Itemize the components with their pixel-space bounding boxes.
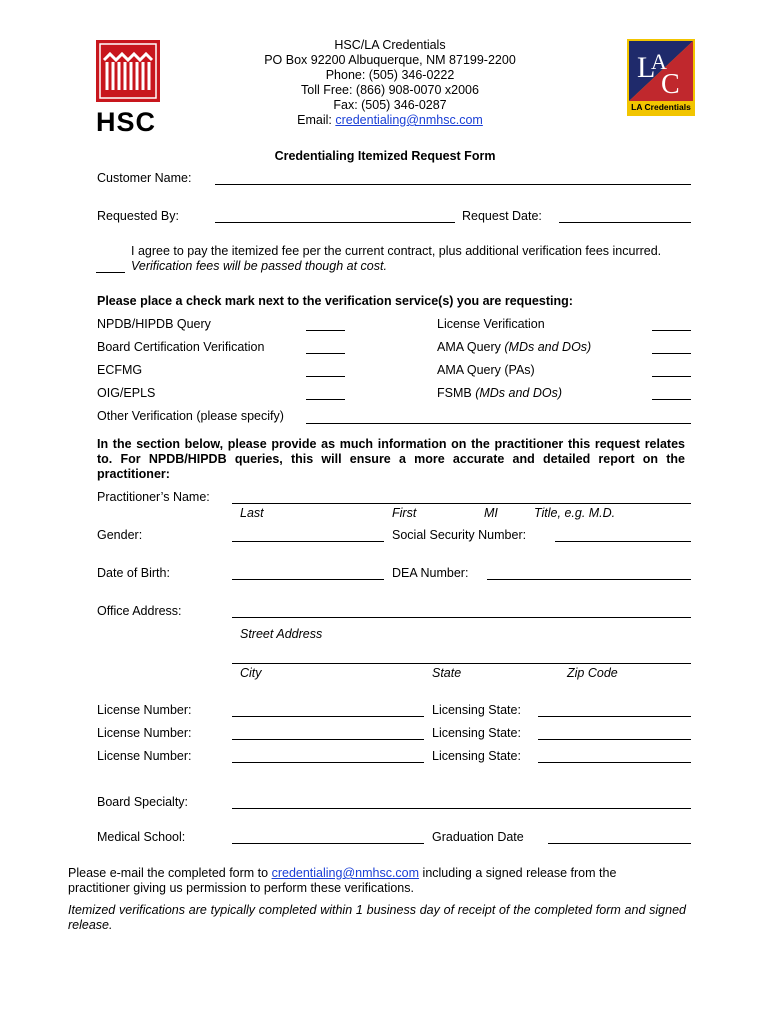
license-number-label: License Number: — [97, 726, 192, 740]
street-address-caption: Street Address — [240, 627, 323, 641]
dea-field[interactable] — [487, 579, 691, 580]
org-phone: Phone: (505) 346-0222 — [325, 68, 455, 82]
header-contact-block — [230, 38, 550, 128]
service-ecfmg: ECFMG — [97, 363, 143, 377]
org-toll-free: Toll Free: (866) 908-0070 x2006 — [301, 83, 479, 97]
dea-label: DEA Number: — [392, 566, 469, 580]
service-fsmb — [437, 386, 562, 400]
footer-line-1 — [68, 866, 698, 881]
service-board-cert-check[interactable] — [306, 353, 345, 354]
agreement-note: Verification fees will be passed though at cost. — [131, 259, 387, 273]
state-caption: State — [432, 666, 462, 680]
hsc-logo — [96, 40, 160, 140]
org-name: HSC/LA Credentials — [334, 38, 446, 52]
hsc-logo-mark — [96, 40, 160, 104]
name-part-first: First — [392, 506, 417, 520]
graduation-date-label: Graduation Date — [432, 830, 524, 844]
service-oig: OIG/EPLS — [97, 386, 156, 400]
request-date-label: Request Date: — [462, 209, 542, 223]
practitioner-name-field[interactable] — [232, 503, 691, 504]
footer-email-prefix: Please e-mail the completed form to — [68, 866, 272, 880]
licensing-state-field[interactable] — [538, 716, 691, 717]
header-email-link[interactable]: credentialing@nmhsc.com — [335, 113, 483, 127]
board-specialty-field[interactable] — [232, 808, 691, 809]
other-verification-field[interactable] — [306, 423, 691, 424]
service-ama-md-do — [437, 340, 591, 354]
service-label: FSMB — [437, 386, 476, 400]
license-number-field[interactable] — [232, 716, 424, 717]
service-note: (MDs and DOs) — [504, 340, 592, 354]
zip-caption: Zip Code — [567, 666, 618, 680]
service-license-verification-check[interactable] — [652, 330, 691, 331]
svg-text:L: L — [637, 51, 656, 84]
licensing-state-field[interactable] — [538, 739, 691, 740]
street-address-field[interactable] — [232, 617, 691, 618]
licensing-state-field[interactable] — [538, 762, 691, 763]
service-fsmb-check[interactable] — [652, 399, 691, 400]
footer-email-link[interactable]: credentialing@nmhsc.com — [271, 866, 420, 880]
gender-label: Gender: — [97, 528, 143, 542]
footer-email-suffix: including a signed release from the — [419, 866, 617, 880]
name-part-title: Title, e.g. M.D. — [534, 506, 616, 520]
licensing-state-label: Licensing State: — [432, 703, 521, 717]
licensing-state-label: Licensing State: — [432, 726, 521, 740]
svg-text:A: A — [651, 49, 667, 74]
requested-by-label: Requested By: — [97, 209, 179, 223]
dob-label: Date of Birth: — [97, 566, 170, 580]
service-note: (MDs and DOs) — [475, 386, 563, 400]
service-ama-pa — [437, 363, 535, 377]
name-part-mi: MI — [484, 506, 498, 520]
service-label: AMA Query — [437, 340, 505, 354]
agreement-text: I agree to pay the itemized fee per the current contract, plus additional verification fees incurred. — [131, 244, 662, 258]
license-number-field[interactable] — [232, 762, 424, 763]
agreement-initial-field[interactable] — [96, 272, 125, 273]
footer-note: Itemized verifications are typically completed within 1 business day of receipt of the completed form and signed release. — [68, 903, 686, 932]
customer-name-label: Customer Name: — [97, 171, 192, 185]
service-ecfmg-check[interactable] — [306, 376, 345, 377]
lac-logo-caption: LA Credentials — [631, 102, 691, 112]
service-npdb: NPDB/HIPDB Query — [97, 317, 211, 331]
svg-text:C: C — [661, 69, 680, 100]
requested-by-field[interactable] — [215, 222, 455, 223]
hsc-logo-text: HSC — [96, 107, 157, 137]
practitioner-name-label: Practitioner’s Name: — [97, 490, 210, 504]
service-license-verification — [437, 317, 545, 331]
service-oig-check[interactable] — [306, 399, 345, 400]
practitioner-intro: In the section below, please provide as much information on the practitioner this request relates to. For NPDB/HIPDB queries, this will ensure a more accurate and detailed report on the practitioner: — [97, 437, 685, 481]
license-number-label: License Number: — [97, 749, 192, 763]
service-ama-md-do-check[interactable] — [652, 353, 691, 354]
other-verification-label: Other Verification (please specify) — [97, 409, 284, 423]
request-date-field[interactable] — [559, 222, 691, 223]
org-address: PO Box 92200 Albuquerque, NM 87199-2200 — [264, 53, 516, 67]
footer-line-2: practitioner giving us permission to perform these verifications. — [68, 881, 414, 895]
city-caption: City — [240, 666, 262, 680]
license-number-field[interactable] — [232, 739, 424, 740]
city-state-zip-field[interactable] — [232, 663, 691, 664]
lac-logo — [627, 39, 695, 116]
service-ama-pa-check[interactable] — [652, 376, 691, 377]
service-board-cert: Board Certification Verification — [97, 340, 265, 354]
medical-school-label: Medical School: — [97, 830, 186, 844]
email-label: Email: — [297, 113, 336, 127]
org-email-line — [230, 113, 550, 128]
name-part-last: Last — [240, 506, 264, 520]
service-label: AMA Query (PAs) — [437, 363, 535, 377]
org-fax: Fax: (505) 346-0287 — [333, 98, 447, 112]
licensing-state-label: Licensing State: — [432, 749, 521, 763]
graduation-date-field[interactable] — [548, 843, 691, 844]
office-address-label: Office Address: — [97, 604, 182, 618]
form-title: Credentialing Itemized Request Form — [274, 149, 496, 163]
license-number-label: License Number: — [97, 703, 192, 717]
service-label: License Verification — [437, 317, 545, 331]
footer-instructions — [68, 866, 698, 896]
board-specialty-label: Board Specialty: — [97, 795, 189, 809]
dob-field[interactable] — [232, 579, 384, 580]
medical-school-field[interactable] — [232, 843, 424, 844]
ssn-label: Social Security Number: — [392, 528, 527, 542]
ssn-field[interactable] — [555, 541, 691, 542]
gender-field[interactable] — [232, 541, 384, 542]
service-npdb-check[interactable] — [306, 330, 345, 331]
customer-name-field[interactable] — [215, 184, 691, 185]
services-heading: Please place a check mark next to the verification service(s) you are requesting: — [97, 294, 573, 308]
